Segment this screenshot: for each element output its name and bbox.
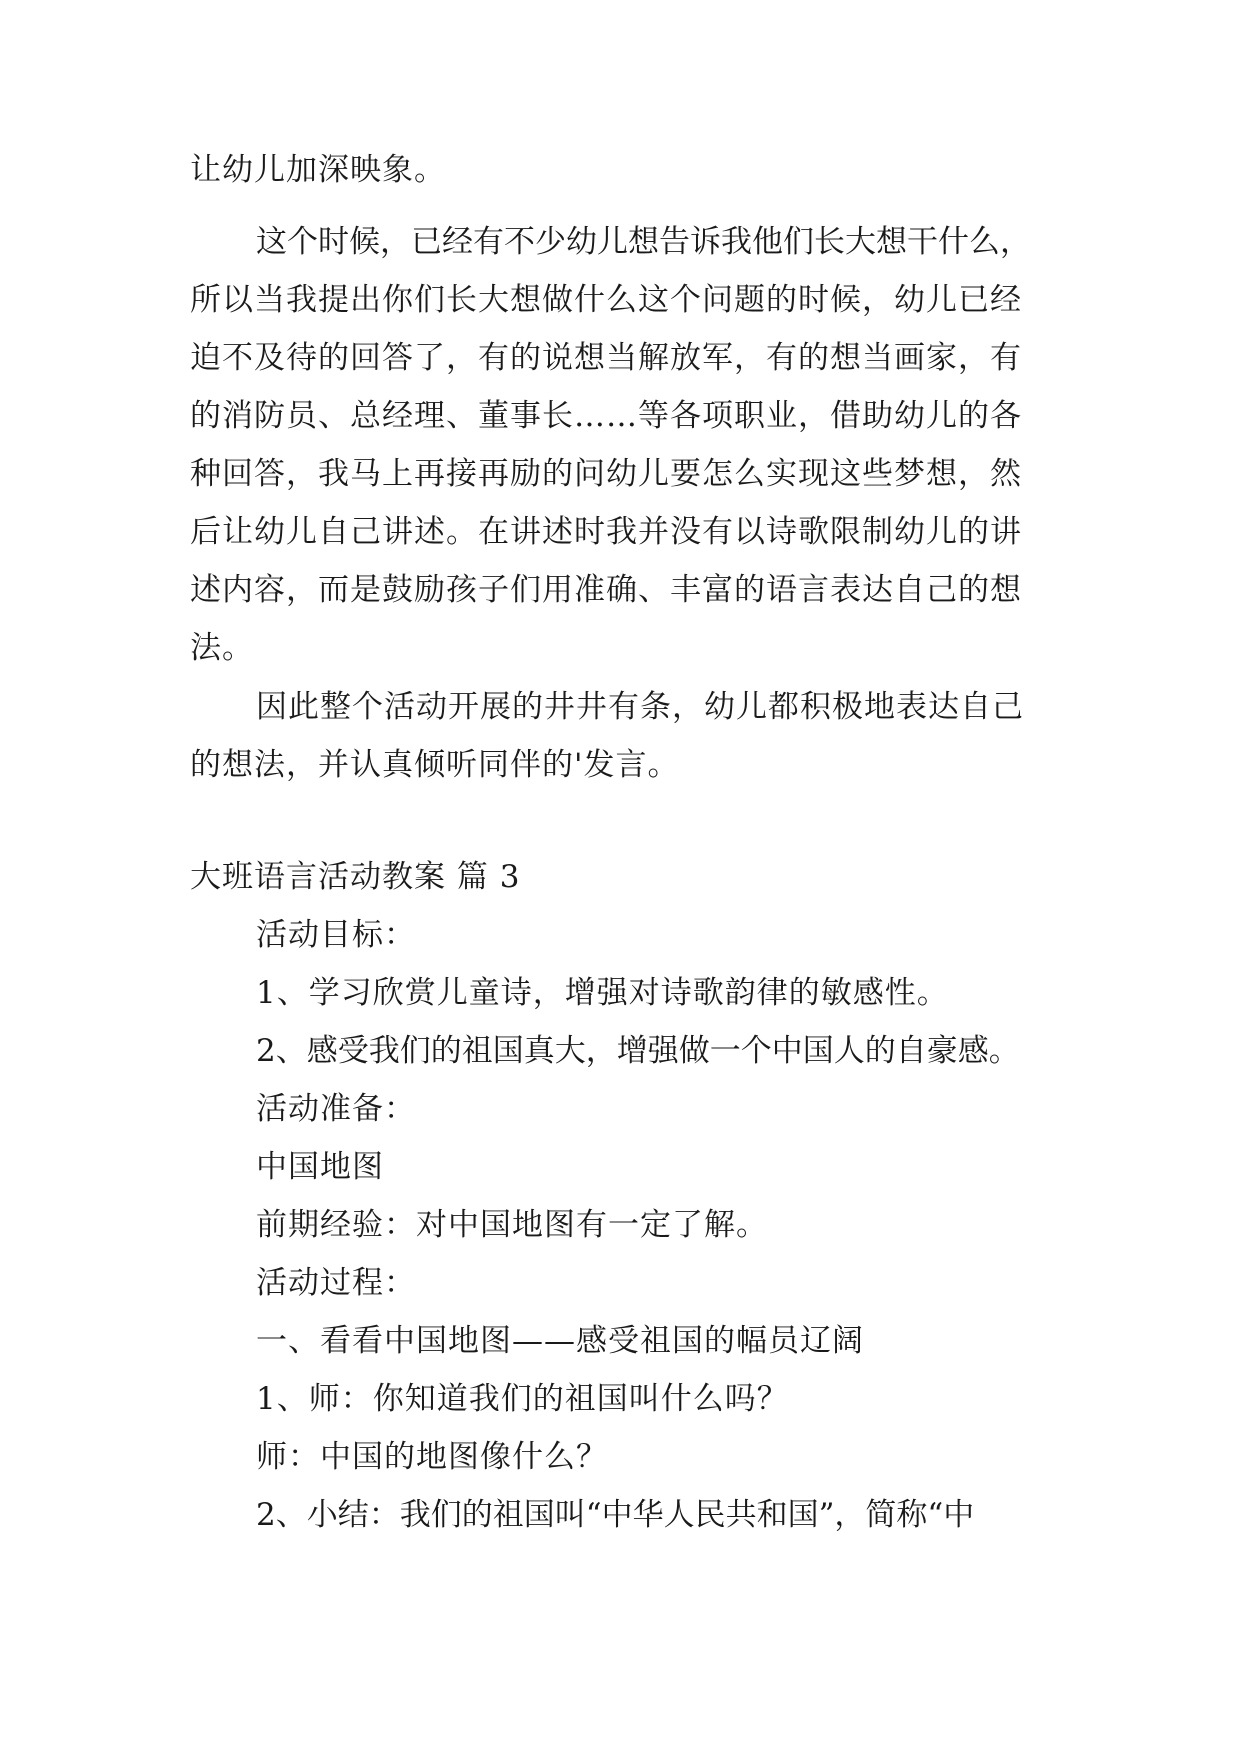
section-line: 1、学习欣赏儿童诗，增强对诗歌韵律的敏感性。 — [256, 975, 949, 1011]
section-line: 2、感受我们的祖国真大，增强做一个中国人的自豪感。 — [256, 1033, 1020, 1069]
paragraph-line: 的想法，并认真倾听同伴的'发言。 — [190, 747, 680, 783]
section-line: 前期经验：对中国地图有一定了解。 — [256, 1207, 768, 1243]
paragraph-line: 法。 — [190, 630, 254, 666]
section-line: 1、师：你知道我们的祖国叫什么吗？ — [256, 1381, 789, 1417]
paragraph-line: 所以当我提出你们长大想做什么这个问题的时候，幼儿已经 — [190, 282, 1022, 318]
paragraph-line: 后让幼儿自己讲述。在讲述时我并没有以诗歌限制幼儿的讲 — [190, 514, 1022, 550]
section-line: 活动过程： — [256, 1265, 416, 1301]
section-line: 活动准备： — [256, 1091, 416, 1127]
paragraph-line: 因此整个活动开展的井井有条，幼儿都积极地表达自己 — [256, 689, 1024, 725]
section-line: 2、小结：我们的祖国叫“中华人民共和国”，简称“中 — [256, 1497, 975, 1533]
section-line: 中国地图 — [256, 1149, 384, 1185]
section-line: 一、看看中国地图——感受祖国的幅员辽阔 — [256, 1323, 864, 1359]
section-line: 师：中国的地图像什么？ — [256, 1439, 608, 1475]
paragraph-line: 种回答，我马上再接再励的问幼儿要怎么实现这些梦想，然 — [190, 456, 1022, 492]
paragraph-line: 这个时候，已经有不少幼儿想告诉我他们长大想干什么， — [256, 224, 1031, 260]
section-title: 大班语言活动教案 篇 3 — [190, 859, 521, 895]
paragraph-line: 述内容，而是鼓励孩子们用准确、丰富的语言表达自己的想 — [190, 572, 1022, 608]
paragraph-line: 迫不及待的回答了，有的说想当解放军，有的想当画家，有 — [190, 340, 1022, 376]
section-line: 活动目标： — [256, 917, 416, 953]
paragraph-line: 的消防员、总经理、董事长……等各项职业，借助幼儿的各 — [190, 398, 1022, 434]
paragraph-line: 让幼儿加深映象。 — [190, 152, 446, 188]
